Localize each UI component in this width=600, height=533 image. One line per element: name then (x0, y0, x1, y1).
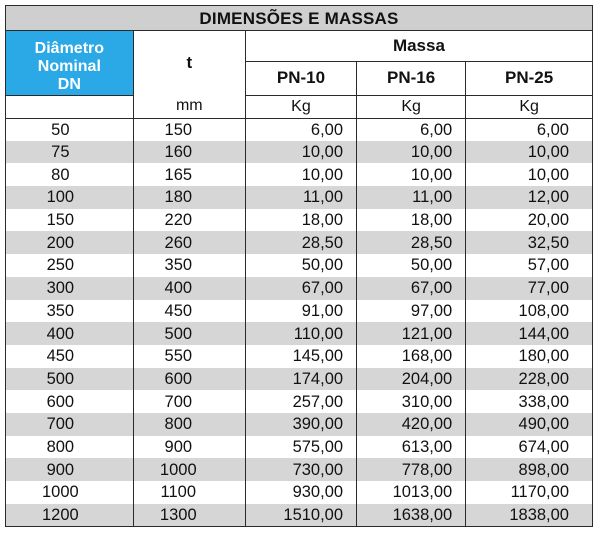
table-row (6, 186, 592, 209)
cell-pn16: 18,00 (357, 209, 466, 232)
cell-pn25: 10,00 (527, 165, 569, 184)
cell-pn16: 6,00 (357, 118, 466, 141)
cell-pn10: 6,00 (245, 118, 356, 141)
header-massa: Massa (245, 31, 592, 61)
dimensions-table-frame (5, 5, 593, 527)
cell-pn25: 144,00 (466, 322, 592, 345)
cell-pn10: 730,00 (245, 458, 356, 481)
cell-dn: 450 (6, 345, 133, 368)
cell-dn: 100 (6, 186, 133, 209)
table-row (6, 390, 592, 413)
table-title: DIMENSÕES E MASSAS (6, 6, 592, 31)
cell-t: 350 (133, 254, 245, 277)
table-row (6, 345, 592, 368)
cell-pn10: 145,00 (245, 345, 356, 368)
cell-t: 180 (133, 186, 245, 209)
table-body (6, 118, 592, 526)
cell-t: 220 (133, 209, 245, 232)
cell-t: 400 (133, 277, 245, 300)
cell-t: 1000 (133, 458, 245, 481)
cell-dn: 1200 (6, 504, 133, 527)
cell-pn25: 57,00 (527, 256, 569, 275)
cell-dn: 200 (6, 231, 133, 254)
header-dn-line3: DN (57, 76, 81, 93)
cell-pn10: 10,00 (245, 163, 356, 186)
cell-pn16: 420,00 (357, 413, 466, 436)
table-row (6, 368, 592, 391)
cell-t: 450 (133, 300, 245, 323)
table-row (6, 118, 592, 141)
cell-pn16: 121,00 (357, 322, 466, 345)
table-row (6, 436, 592, 459)
cell-pn10: 11,00 (245, 186, 356, 209)
table-row (6, 277, 592, 300)
cell-pn16: 310,00 (357, 390, 466, 413)
header-pn16: PN-16 (357, 61, 466, 95)
cell-pn25: 32,50 (466, 231, 592, 254)
cell-pn25: 77,00 (466, 277, 592, 300)
cell-pn10: 28,50 (245, 231, 356, 254)
table-row (6, 504, 592, 527)
cell-t: 800 (133, 413, 245, 436)
cell-pn10: 91,00 (245, 300, 356, 323)
cell-pn16: 11,00 (357, 186, 466, 209)
cell-pn10: 174,00 (245, 368, 356, 391)
cell-pn25: 898,00 (466, 458, 592, 481)
cell-dn: 600 (6, 390, 133, 413)
cell-dn: 50 (6, 118, 133, 141)
cell-dn: 500 (6, 368, 133, 391)
cell-pn25: 1838,00 (466, 504, 592, 527)
cell-pn25: 338,00 (518, 392, 569, 411)
cell-pn10: 1510,00 (245, 504, 356, 527)
table-row (6, 458, 592, 481)
cell-t: 160 (133, 141, 245, 164)
cell-pn10: 18,00 (245, 209, 356, 232)
cell-t: 500 (133, 322, 245, 345)
cell-pn16: 168,00 (357, 345, 466, 368)
cell-dn: 400 (6, 322, 133, 345)
header-pn25: PN-25 (466, 61, 592, 95)
cell-pn25: 1170,00 (510, 483, 569, 502)
cell-pn25: 10,00 (466, 141, 592, 164)
cell-pn16: 204,00 (357, 368, 466, 391)
cell-pn16: 778,00 (357, 458, 466, 481)
table-row (6, 413, 592, 436)
header-dn-line1: Diâmetro (34, 40, 105, 57)
cell-t: 900 (133, 436, 245, 459)
table-row (6, 300, 592, 323)
cell-dn: 1000 (6, 481, 133, 504)
cell-t: 165 (133, 163, 245, 186)
cell-dn: 80 (6, 163, 133, 186)
cell-t: 260 (133, 231, 245, 254)
cell-pn16: 1638,00 (357, 504, 466, 527)
cell-pn16: 613,00 (357, 436, 466, 459)
cell-pn25: 228,00 (466, 368, 592, 391)
cell-pn16: 10,00 (357, 163, 466, 186)
header-nominal-diameter (6, 31, 133, 95)
cell-pn10: 50,00 (245, 254, 356, 277)
cell-pn10: 575,00 (245, 436, 356, 459)
cell-pn25: 6,00 (536, 120, 569, 139)
table-row (6, 209, 592, 232)
cell-pn16: 50,00 (357, 254, 466, 277)
cell-dn: 900 (6, 458, 133, 481)
cell-t: 700 (133, 390, 245, 413)
header-t: t (133, 31, 245, 95)
cell-pn10: 930,00 (245, 481, 356, 504)
cell-pn10: 67,00 (245, 277, 356, 300)
cell-pn25: 12,00 (466, 186, 592, 209)
unit-dn (6, 95, 133, 118)
table-row (6, 254, 592, 277)
cell-pn25: 180,00 (518, 347, 569, 366)
table-row (6, 481, 592, 504)
cell-pn16: 1013,00 (357, 481, 466, 504)
table-row (6, 231, 592, 254)
cell-pn25: 20,00 (527, 211, 569, 230)
header-pn10: PN-10 (245, 61, 356, 95)
cell-pn25: 674,00 (518, 437, 569, 456)
cell-pn25: 108,00 (518, 301, 569, 320)
cell-dn: 250 (6, 254, 133, 277)
cell-pn16: 10,00 (357, 141, 466, 164)
unit-pn25: Kg (466, 95, 592, 118)
cell-pn10: 390,00 (245, 413, 356, 436)
cell-pn25: 490,00 (466, 413, 592, 436)
unit-pn10: Kg (245, 95, 356, 118)
table-row (6, 141, 592, 164)
table-row (6, 163, 592, 186)
unit-pn16: Kg (357, 95, 466, 118)
cell-pn16: 67,00 (357, 277, 466, 300)
cell-t: 1100 (133, 481, 245, 504)
cell-pn10: 10,00 (245, 141, 356, 164)
cell-pn16: 97,00 (357, 300, 466, 323)
cell-dn: 800 (6, 436, 133, 459)
cell-dn: 350 (6, 300, 133, 323)
cell-dn: 700 (6, 413, 133, 436)
cell-t: 150 (133, 118, 245, 141)
cell-t: 550 (133, 345, 245, 368)
cell-dn: 75 (6, 141, 133, 164)
cell-pn16: 28,50 (357, 231, 466, 254)
table-row (6, 322, 592, 345)
cell-dn: 300 (6, 277, 133, 300)
cell-dn: 150 (6, 209, 133, 232)
dimensions-masses-table (6, 31, 592, 526)
cell-pn10: 110,00 (245, 322, 356, 345)
header-dn-line2: Nominal (37, 58, 101, 75)
cell-t: 1300 (133, 504, 245, 527)
cell-pn10: 257,00 (245, 390, 356, 413)
cell-t: 600 (133, 368, 245, 391)
units-row (6, 95, 592, 118)
unit-t: mm (133, 95, 245, 118)
